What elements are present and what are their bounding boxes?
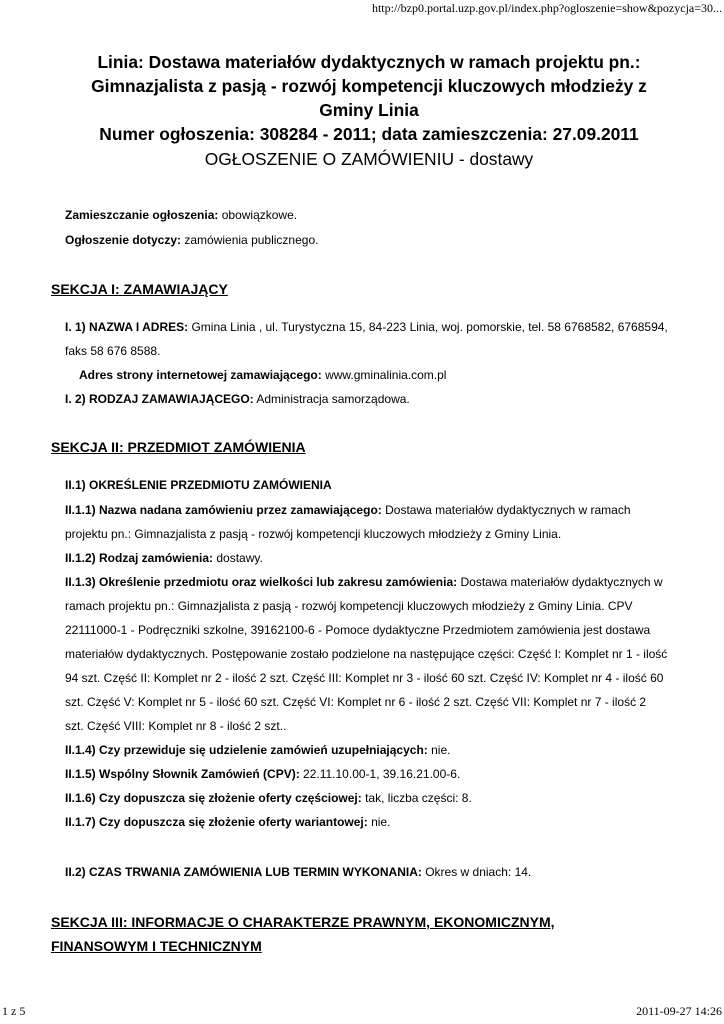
supplementary-value: nie. xyxy=(427,743,451,757)
website-row xyxy=(79,367,446,383)
concerns-value: zamówienia publicznego. xyxy=(181,233,319,247)
section-2-heading: SEKCJA II: PRZEDMIOT ZAMÓWIENIA xyxy=(51,439,306,455)
section-2-subheading: II.1) OKREŚLENIE PRZEDMIOTU ZAMÓWIENIA xyxy=(65,478,332,492)
title-line-2: Gimnazjalista z pasją - rozwój kompetencji kluczowych młodzieży z xyxy=(91,76,647,96)
contracting-name-value: Gmina Linia , ul. Turystyczna 15, 84-223 Linia, woj. pomorskie, tel. 58 6768582, 6768594, xyxy=(188,320,668,334)
placement-label: Zamieszczanie ogłoszenia: xyxy=(65,208,219,222)
website-value: www.gminalinia.com.pl xyxy=(321,368,447,382)
order-scope-value: Dostawa materiałów dydaktycznych w xyxy=(457,575,663,589)
variant-offer-label: II.1.7) Czy dopuszcza się złożenie oferty wariantowej: xyxy=(65,815,368,829)
title-line-3: Gminy Linia xyxy=(319,100,419,120)
partial-offer-label: II.1.6) Czy dopuszcza się złożenie oferty częściowej: xyxy=(65,791,362,805)
page-number: 1 z 5 xyxy=(2,1004,26,1018)
title-line-1: Linia: Dostawa materiałów dydaktycznych w ramach projektu pn.: xyxy=(97,52,641,72)
contracting-fax-row: faks 58 676 8588. xyxy=(65,344,161,358)
order-name-label: II.1.1) Nazwa nadana zamówieniu przez zamawiającego: xyxy=(65,503,382,517)
placement-row xyxy=(65,207,297,223)
order-scope-line: materiałów dydaktycznych. Postępowanie zostało podzielone na następujące części: Część I: Komplet nr 1 - ilość xyxy=(65,647,668,661)
contracting-name-row xyxy=(65,319,668,335)
title-line-4: Numer ogłoszenia: 308284 - 2011; data zamieszczenia: 27.09.2011 xyxy=(99,124,639,144)
partial-offer-value: tak, liczba części: 8. xyxy=(361,791,472,805)
duration-value: Okres w dniach: 14. xyxy=(421,865,532,879)
contracting-type-row xyxy=(65,391,410,407)
print-url: http://bzp0.portal.uzp.gov.pl/index.php?ogloszenie=show&pozycja=30... xyxy=(371,1,722,15)
order-scope-line: 22111000-1 - Podręczniki szkolne, 39162100-6 - Pomoce dydaktyczne Przedmiotem zamówienia jest dostawa xyxy=(65,623,651,637)
contracting-type-label: I. 2) RODZAJ ZAMAWIAJĄCEGO: xyxy=(65,392,254,406)
cpv-value: 22.11.10.00-1, 39.16.21.00-6. xyxy=(299,767,461,781)
order-scope-line: szt. Część VIII: Komplet nr 8 - ilość 2 szt.. xyxy=(65,719,287,733)
order-scope-line: 94 szt. Część II: Komplet nr 2 - ilość 2 szt. Część III: Komplet nr 3 - ilość 60 szt. Część IV: Komplet nr 4 - ilość 60 xyxy=(65,671,664,685)
order-kind-row xyxy=(65,550,263,566)
cpv-row xyxy=(65,766,460,782)
order-name-row xyxy=(65,502,631,518)
order-kind-label: II.1.2) Rodzaj zamówienia: xyxy=(65,551,214,565)
order-name-value: Dostawa materiałów dydaktycznych w ramach xyxy=(381,503,631,517)
variant-offer-row xyxy=(65,814,390,830)
supplementary-row xyxy=(65,742,450,758)
cpv-label: II.1.5) Wspólny Słownik Zamówień (CPV): xyxy=(65,767,300,781)
supplementary-label: II.1.4) Czy przewiduje się udzielenie zamówień uzupełniających: xyxy=(65,743,428,757)
concerns-row xyxy=(65,232,318,248)
section-3-heading-line-2: FINANSOWYM I TECHNICZNYM xyxy=(51,938,262,954)
variant-offer-value: nie. xyxy=(367,815,391,829)
notice-subtitle: OGŁOSZENIE O ZAMÓWIENIU - dostawy xyxy=(204,149,534,169)
order-scope-row xyxy=(65,574,663,590)
duration-label: II.2) CZAS TRWANIA ZAMÓWIENIA LUB TERMIN WYKONANIA: xyxy=(65,865,422,879)
placement-value: obowiązkowe. xyxy=(218,208,298,222)
notice-title xyxy=(40,50,698,171)
print-datetime: 2011-09-27 14:26 xyxy=(636,1004,722,1018)
contracting-name-label: I. 1) NAZWA I ADRES: xyxy=(65,320,189,334)
section-1-heading: SEKCJA I: ZAMAWIAJĄCY xyxy=(51,281,228,297)
partial-offer-row xyxy=(65,790,472,806)
section-3-heading-line-1: SEKCJA III: INFORMACJE O CHARAKTERZE PRAWNYM, EKONOMICZNYM, xyxy=(51,914,555,930)
duration-row xyxy=(65,864,531,880)
order-name-continued: projektu pn.: Gimnazjalista z pasją - rozwój kompetencji kluczowych młodzieży z Gminy Linia. xyxy=(65,527,562,541)
website-label: Adres strony internetowej zamawiającego: xyxy=(79,368,322,382)
order-kind-value: dostawy. xyxy=(213,551,263,565)
order-scope-line: ramach projektu pn.: Gimnazjalista z pasją - rozwój kompetencji kluczowych młodzieży z Gminy Linia. CPV xyxy=(65,599,633,613)
order-scope-line: szt. Część V: Komplet nr 5 - ilość 60 szt. Część VI: Komplet nr 6 - ilość 2 szt. Część VII: Komplet nr 7 - ilość 2 xyxy=(65,695,647,709)
order-scope-label: II.1.3) Określenie przedmiotu oraz wielkości lub zakresu zamówienia: xyxy=(65,575,458,589)
concerns-label: Ogłoszenie dotyczy: xyxy=(65,233,182,247)
contracting-type-value: Administracja samorządowa. xyxy=(253,392,410,406)
